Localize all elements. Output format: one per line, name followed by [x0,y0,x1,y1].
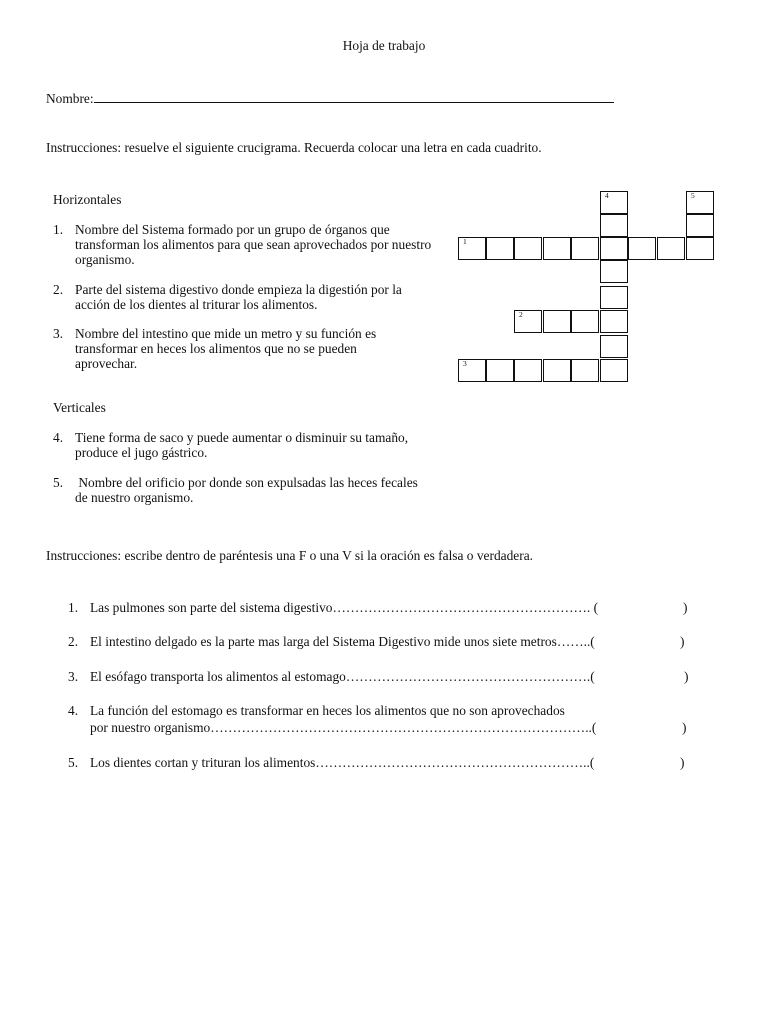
clue-number: 1. [53,222,64,237]
cell-number: 1 [463,237,467,246]
crossword-cell[interactable] [686,191,714,214]
crossword-cell[interactable] [486,237,514,260]
crossword-cell[interactable] [686,214,714,237]
item-text: Los dientes cortan y trituran los alimentos……………………………………………………..( [90,755,595,770]
item-text: Las pulmones son parte del sistema digestivo…………………………………………………. ( [90,600,599,615]
answer-paren[interactable]: ) [683,600,688,615]
crossword-cell[interactable] [628,237,656,260]
name-blank-line[interactable] [94,89,614,103]
clue-text: Nombre del Sistema formado por un grupo de órganos que transforman los alimentos para que sean aprovechados por nuestro organismo. [75,222,432,268]
item-number: 1. [68,600,79,615]
crossword-cell[interactable] [600,359,628,382]
crossword-cell[interactable] [514,310,542,333]
crossword-cell[interactable] [600,214,628,237]
cell-number: 3 [463,359,467,368]
crossword-cell[interactable] [543,359,571,382]
clue-text: Parte del sistema digestivo donde empieza la digestión por la acción de los dientes al triturar los alimentos. [75,282,402,313]
answer-paren[interactable]: ) [682,720,687,735]
clue-number: 4. [53,430,64,445]
item-text-continued: por nuestro organismo…………………………………………………………………………..( [90,720,597,735]
cell-number: 4 [605,191,609,200]
clue-number: 2. [53,282,64,297]
answer-paren[interactable]: ) [680,755,685,770]
true-false-instructions: Instrucciones: escribe dentro de paréntesis una F o una V si la oración es falsa o verdadera. [46,548,533,563]
crossword-cell[interactable] [600,237,628,260]
clue-text: Tiene forma de saco y puede aumentar o disminuir su tamaño, produce el jugo gástrico. [75,430,409,461]
cell-number: 5 [691,191,695,200]
crossword-cell[interactable] [458,237,486,260]
name-label: Nombre: [46,91,94,106]
crossword-instructions: Instrucciones: resuelve el siguiente crucigrama. Recuerda colocar una letra en cada cuadrito. [46,140,542,155]
clue-text: Nombre del orificio por donde son expulsadas las heces fecales de nuestro organismo. [75,475,422,506]
crossword-cell[interactable] [543,310,571,333]
crossword-cell[interactable] [458,359,486,382]
item-number: 3. [68,669,79,684]
crossword-cell[interactable] [543,237,571,260]
crossword-cell[interactable] [600,335,628,358]
name-field [46,89,614,107]
item-number: 2. [68,634,79,649]
crossword-cell[interactable] [600,310,628,333]
crossword-cell[interactable] [686,237,714,260]
crossword-cell[interactable] [600,191,628,214]
item-text: El intestino delgado es la parte mas larga del Sistema Digestivo mide unos siete metros……..( [90,634,595,649]
item-number: 5. [68,755,79,770]
crossword-cell[interactable] [657,237,685,260]
answer-paren[interactable]: ) [684,669,689,684]
crossword-cell[interactable] [571,310,599,333]
page-title: Hoja de trabajo [342,38,426,53]
crossword-cell[interactable] [514,237,542,260]
crossword-cell[interactable] [571,237,599,260]
cell-number: 2 [519,310,523,319]
item-text: La función del estomago es transformar en heces los alimentos que no son aprovechados [90,703,565,718]
clue-number: 5. [53,475,64,490]
verticales-heading: Verticales [53,400,106,415]
clue-text: Nombre del intestino que mide un metro y su función es transformar en heces los alimentos que no se pueden aprovechar. [75,326,377,372]
crossword-cell[interactable] [486,359,514,382]
clue-number: 3. [53,326,64,341]
answer-paren[interactable]: ) [680,634,685,649]
crossword-cell[interactable] [571,359,599,382]
horizontales-heading: Horizontales [53,192,122,207]
item-number: 4. [68,703,79,718]
crossword-cell[interactable] [600,286,628,309]
item-text: El esófago transporta los alimentos al estomago……………………………………………….( [90,669,595,684]
crossword-cell[interactable] [514,359,542,382]
crossword-cell[interactable] [600,260,628,283]
